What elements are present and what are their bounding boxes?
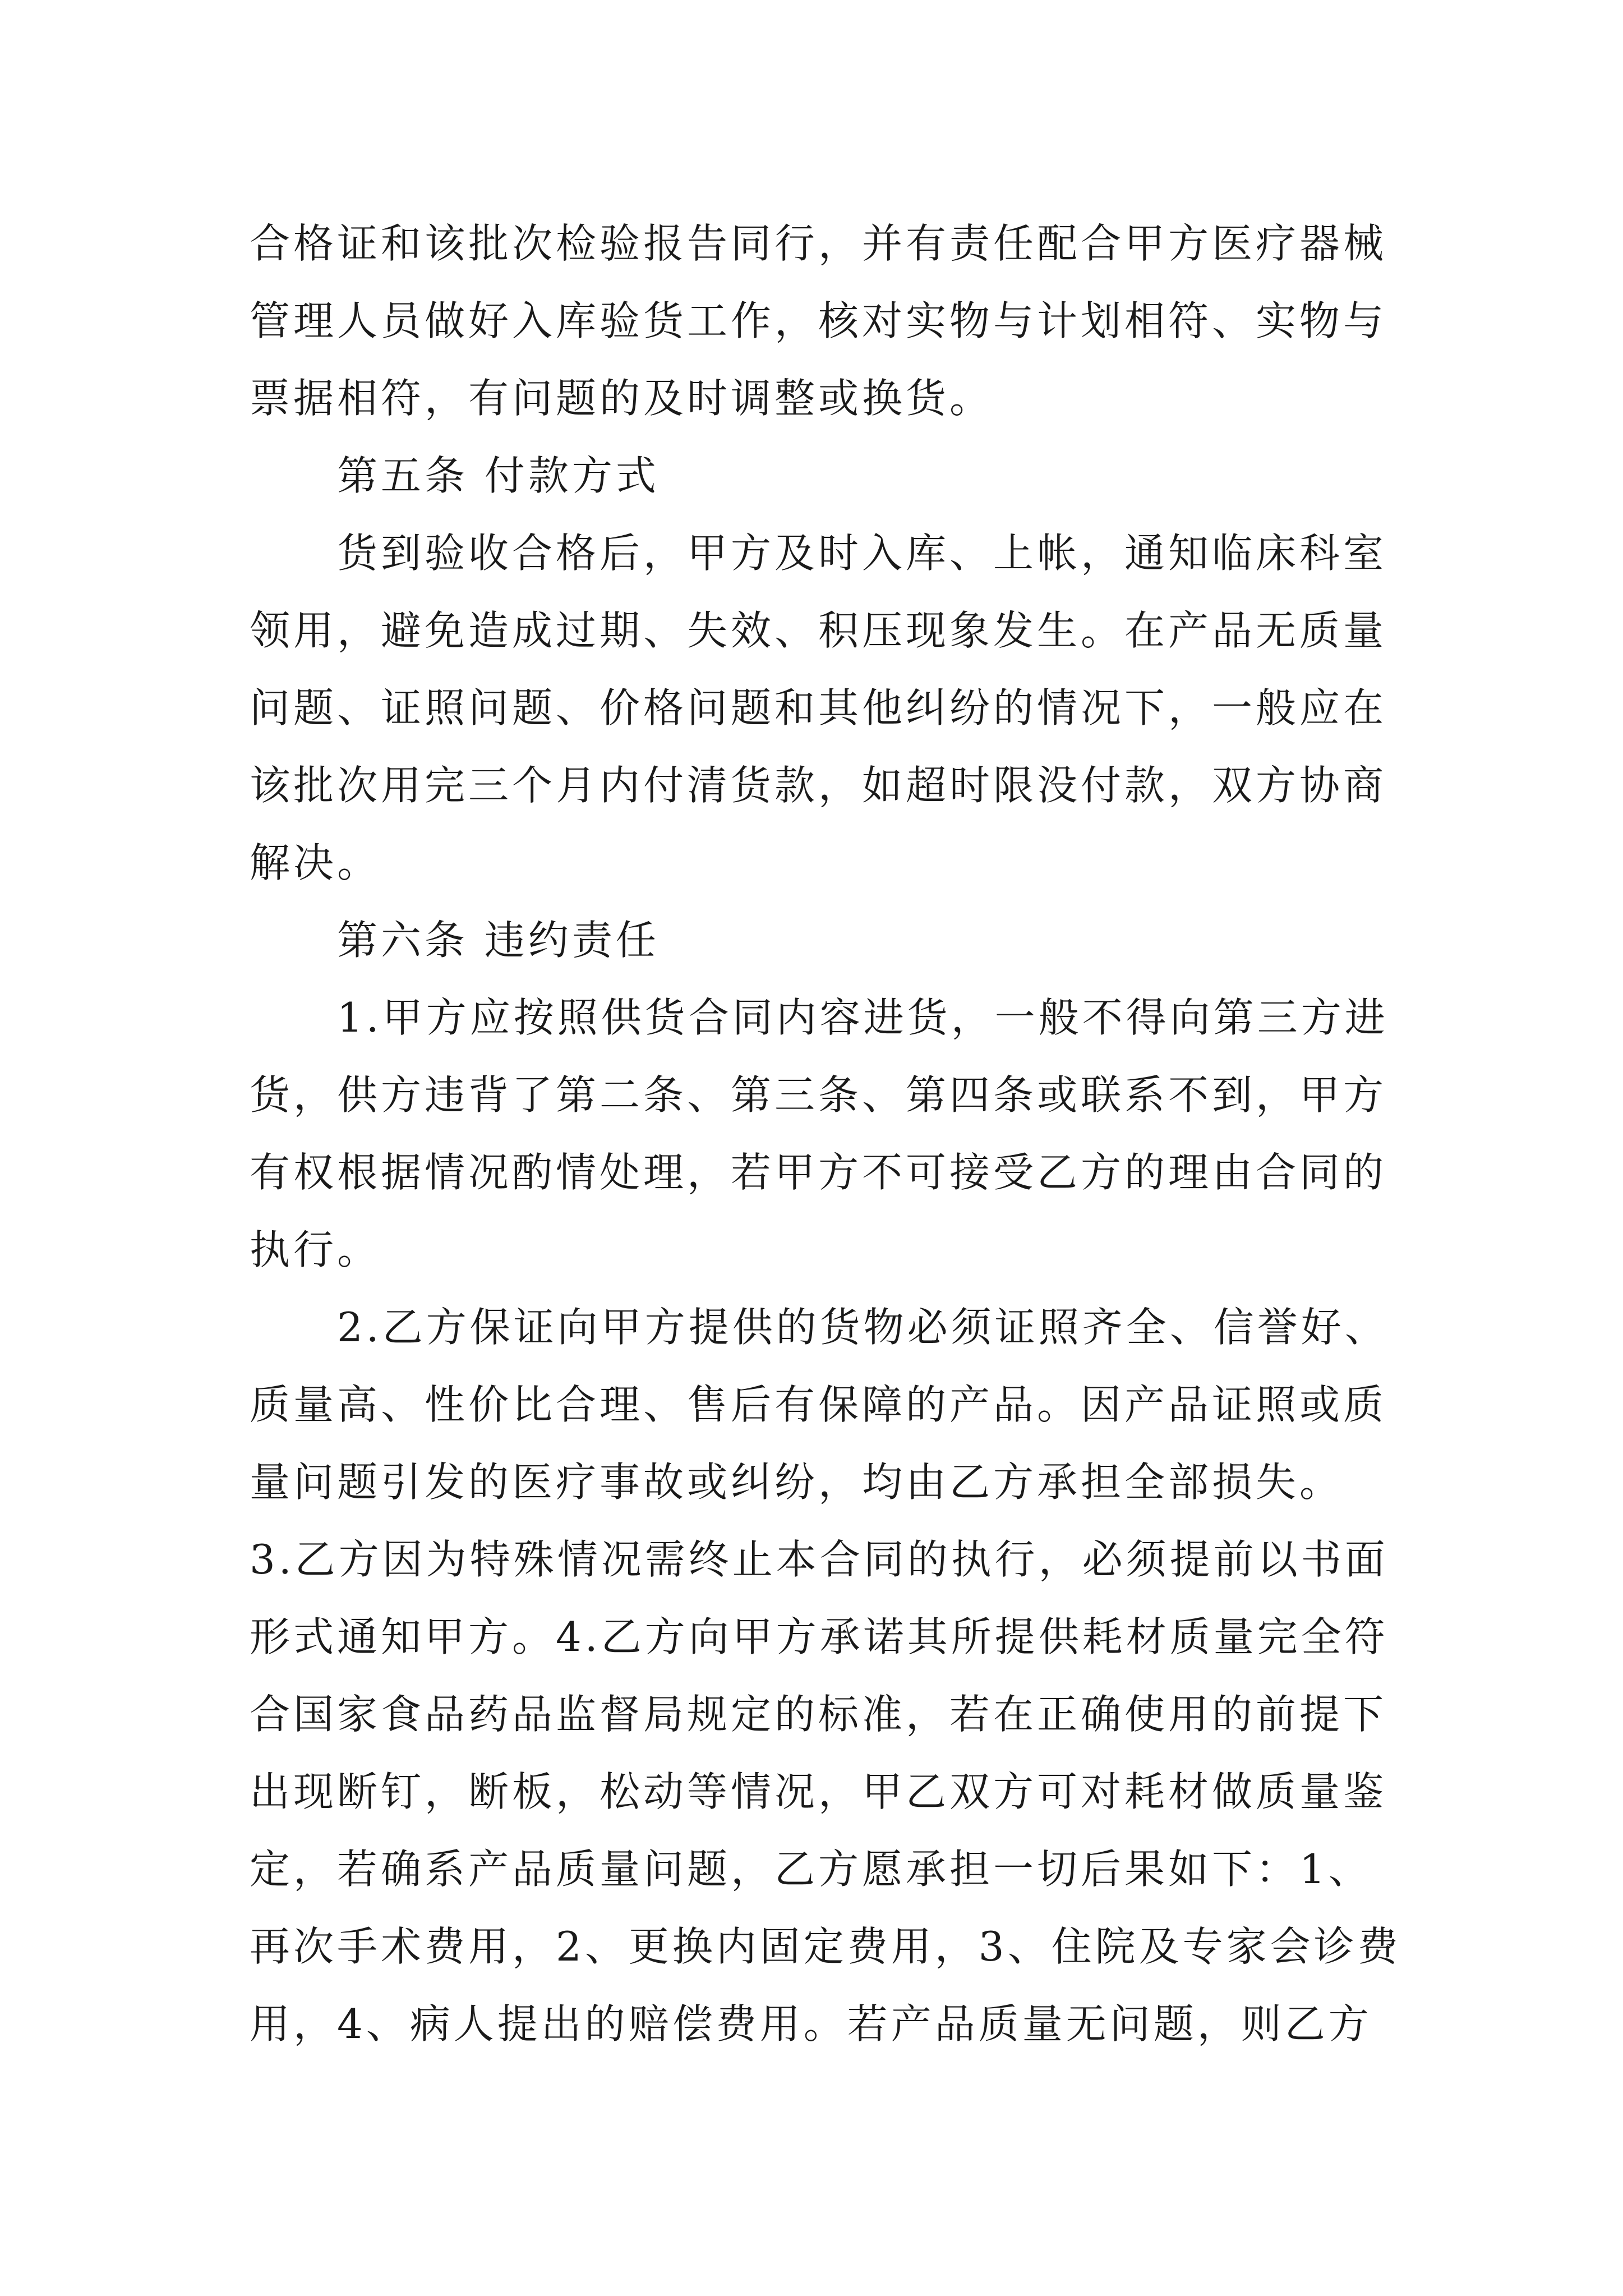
- text-line: 管理人员做好入库验货工作，核对实物与计划相符、实物与: [250, 297, 1387, 344]
- text-line: 货到验收合格后，甲方及时入库、上帐，通知临床科室: [250, 530, 1387, 577]
- text-line: 货，供方违背了第二条、第三条、第四条或联系不到，甲方: [250, 1071, 1387, 1119]
- text-line: 执行。: [250, 1226, 381, 1273]
- text-line: 形式通知甲方。4.乙方向甲方承诺其所提供耗材质量完全符: [250, 1613, 1389, 1660]
- text-line: 1.甲方应按照供货合同内容进货，一般不得向第三方进: [250, 994, 1389, 1041]
- text-line: 有权根据情况酌情处理，若甲方不可接受乙方的理由合同的: [250, 1149, 1387, 1196]
- text-line: 再次手术费用，2、更换内固定费用，3、住院及专家会诊费: [250, 1923, 1401, 1970]
- section-heading: 第五条 付款方式: [250, 452, 660, 499]
- text-line: 用，4、病人提出的赔偿费用。若产品质量无问题，则乙方: [250, 2000, 1372, 2047]
- text-line: 3.乙方因为特殊情况需终止本合同的执行，必须提前以书面: [250, 1536, 1389, 1583]
- text-line: 2.乙方保证向甲方提供的货物必须证照齐全、信誉好、: [250, 1304, 1389, 1351]
- text-line: 票据相符，有问题的及时调整或换货。: [250, 375, 994, 422]
- text-line: 量问题引发的医疗事故或纠纷，均由乙方承担全部损失。: [250, 1458, 1344, 1506]
- text-line: 领用，避免造成过期、失效、积压现象发生。在产品无质量: [250, 607, 1387, 654]
- text-line: 合国家食品药品监督局规定的标准，若在正确使用的前提下: [250, 1691, 1387, 1738]
- text-line: 质量高、性价比合理、售后有保障的产品。因产品证照或质: [250, 1381, 1387, 1428]
- text-line: 合格证和该批次检验报告同行，并有责任配合甲方医疗器械: [250, 220, 1387, 267]
- text-line: 定，若确系产品质量问题，乙方愿承担一切后果如下：1、: [250, 1846, 1372, 1893]
- text-line: 解决。: [250, 839, 381, 886]
- text-line: 出现断钉，断板，松动等情况，甲乙双方可对耗材做质量鉴: [250, 1768, 1387, 1815]
- section-heading: 第六条 违约责任: [250, 917, 660, 964]
- text-line: 该批次用完三个月内付清货款，如超时限没付款，双方协商: [250, 762, 1387, 809]
- text-line: 问题、证照问题、价格问题和其他纠纷的情况下，一般应在: [250, 684, 1387, 731]
